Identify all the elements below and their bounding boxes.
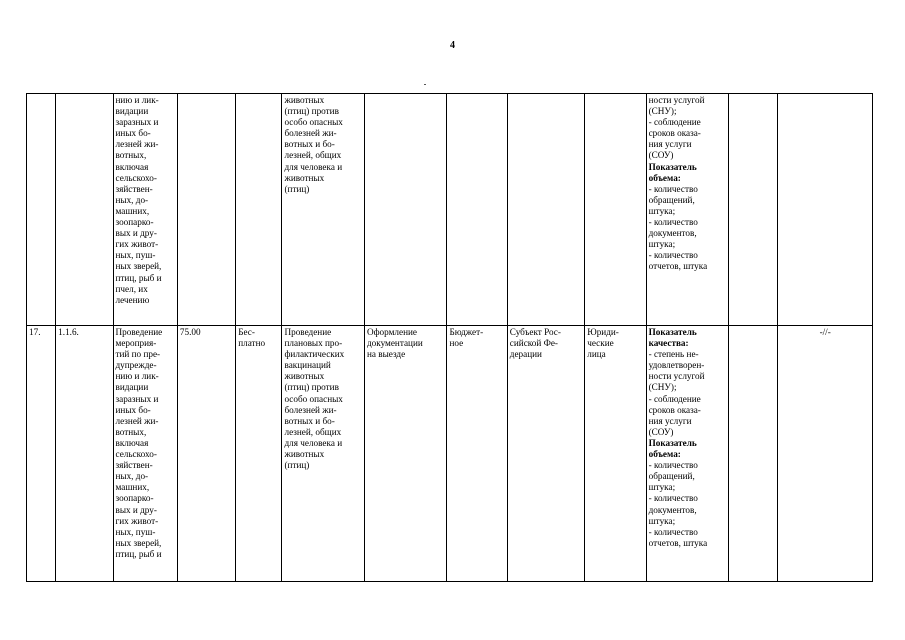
price-cell	[177, 94, 235, 326]
table-row	[27, 326, 873, 582]
content-cell: животных (птиц) против особо опасных болезней жи- вотных и бо- лезней, общих для человека и животных (птиц)	[282, 94, 364, 326]
service-name-cell: нию и лик- видации заразных и иных бо- лезней жи- вотных, включая сельскохо- зяйствен- ных, до- машних, зоопарко- вых и дру- гих живот- ных, пуш- ных зверей, птиц, рыб и пчел, их лечению	[113, 94, 177, 326]
empty-cell	[729, 94, 778, 326]
indicator-text: ности услугой (СНУ); - соблюдение сроков оказа- ния услуги (СОУ)	[648, 95, 705, 161]
indicator-text: - количество обращений, штука; - количество документов, штука; - количество отчетов, штука	[648, 460, 708, 548]
reference-cell	[778, 94, 873, 326]
code-cell	[56, 94, 113, 326]
page-number: 4	[450, 40, 455, 51]
subject-cell	[507, 94, 584, 326]
indicator-text: - количество обращений, штука; - количество документов, штука; - количество отчетов, штука	[648, 183, 708, 272]
row-number-cell: 17.	[27, 326, 56, 582]
consumer-cell	[585, 94, 646, 326]
subject-cell: Субъект Рос- сийской Фе- дерации	[507, 326, 584, 582]
empty-cell	[729, 326, 778, 582]
indicator-heading: Показатель качества:	[648, 327, 697, 349]
consumer-cell: Юриди- ческие лица	[585, 326, 646, 582]
indicator-text: - степень не- удовлетворен- ности услугой (СНУ); - соблюдение сроков оказа- ния услуги (СОУ)	[648, 349, 705, 437]
reference-cell: -//-	[778, 326, 873, 582]
price-cell: 75.00	[177, 326, 235, 582]
services-table	[26, 93, 873, 582]
budget-cell: Бюджет- ное	[447, 326, 507, 582]
code-cell: 1.1.6.	[56, 326, 113, 582]
table-row	[27, 94, 873, 326]
scan-speck	[424, 84, 426, 85]
indicator-heading: Показатель объема:	[648, 437, 697, 460]
form-cell: Оформление документации на выезде	[364, 326, 446, 582]
indicators-cell	[646, 94, 728, 326]
indicators-cell	[646, 326, 728, 582]
budget-cell	[447, 94, 507, 326]
content-cell: Проведение плановых про- филактических вакцинаций животных (птиц) против особо опасных болезней жи- вотных и бо- лезней, общих для человека и животных (птиц)	[282, 326, 364, 582]
form-cell	[364, 94, 446, 326]
indicator-heading: Показатель объема:	[648, 161, 697, 183]
payment-cell	[236, 94, 282, 326]
payment-cell: Бес- платно	[236, 326, 282, 582]
service-name-cell: Проведение мероприя- тий по пре- дупрежде- нию и лик- видации заразных и иных бо- лезней жи- вотных, включая сельскохо- зяйствен- ных, до- машних, зоопарко- вых и дру- гих живот- ных, пуш- ных зверей, птиц, рыб и	[113, 326, 177, 582]
row-number-cell	[27, 94, 56, 326]
